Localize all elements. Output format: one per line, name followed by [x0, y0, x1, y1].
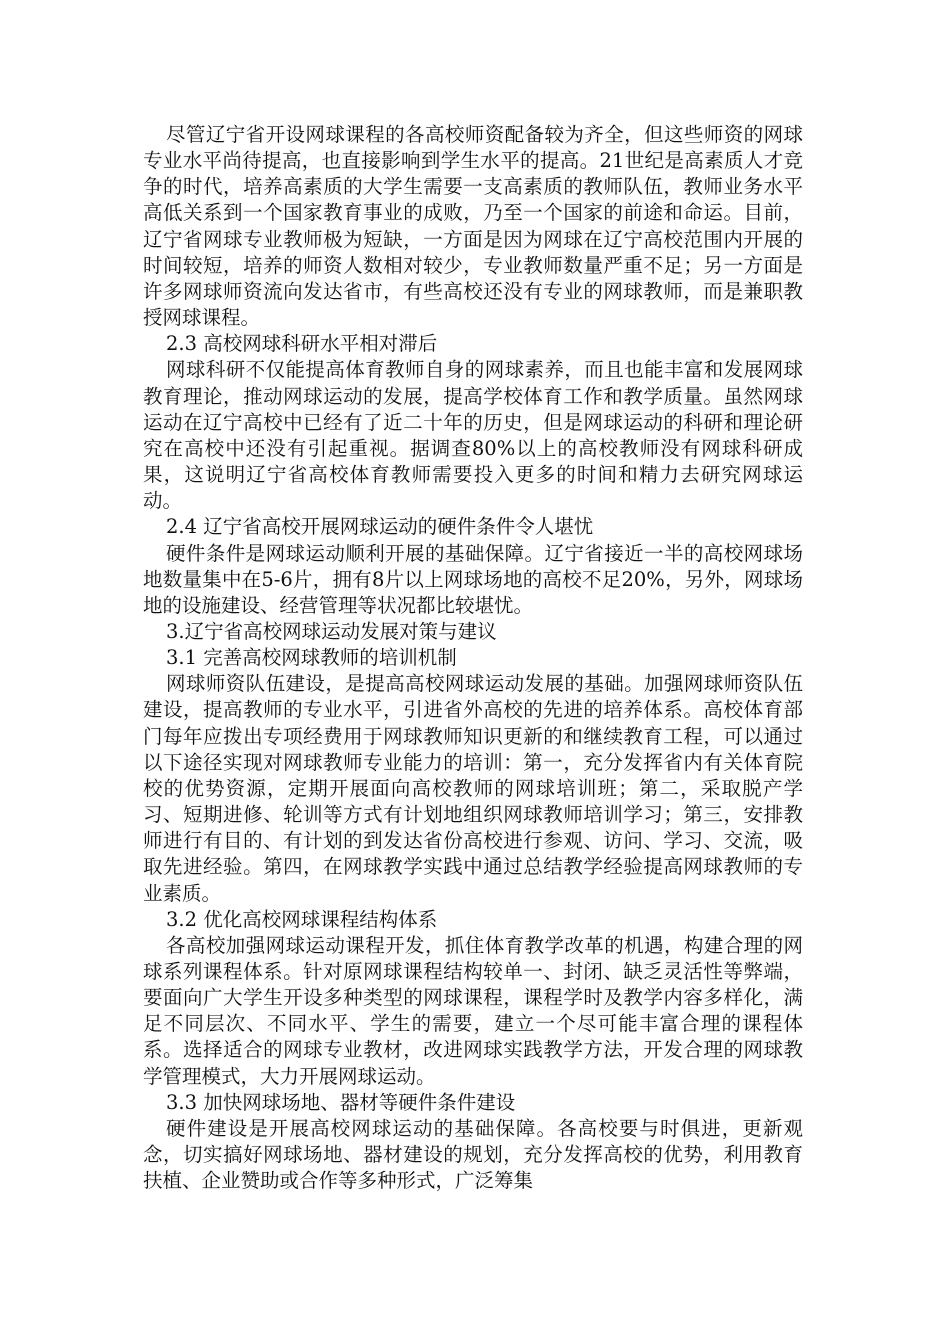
- section-heading: 3.3 加快网球场地、器材等硬件条件建设: [166, 1090, 516, 1114]
- section-heading: 2.3 高校网球科研水平相对滞后: [166, 332, 438, 356]
- section-heading: 2.4 辽宁省高校开展网球运动的硬件条件令人堪忧: [166, 515, 594, 539]
- body-paragraph: 硬件条件是网球运动顺利开展的基础保障。辽宁省接近一半的高校网球场地数量集中在5-6片，拥有8片以上网球场地的高校不足20%，另外，网球场地的设施建设、经营管理等状况都比较堪忧。: [143, 541, 803, 617]
- body-paragraph: 网球科研不仅能提高体育教师自身的网球素养，而且也能丰富和发展网球教育理论，推动网球运动的发展，提高学校体育工作和教学质量。虽然网球运动在辽宁高校中已经有了近二十年的历史，但是网球运动的科研和理论研究在高校中还没有引起重视。据调查80%以上的高校教师没有网球科研成果，这说明辽宁省高校体育教师需要投入更多的时间和精力去研究网球运动。: [143, 358, 803, 513]
- document-page: [143, 122, 803, 1194]
- section-heading: 3.1 完善高校网球教师的培训机制: [166, 646, 457, 670]
- body-paragraph: 各高校加强网球运动课程开发，抓住体育教学改革的机遇，构建合理的网球系列课程体系。针对原网球课程结构较单一、封闭、缺乏灵活性等弊端，要面向广大学生开设多种类型的网球课程，课程学时及教学内容多样化，满足不同层次、不同水平、学生的需要，建立一个尽可能丰富合理的课程体系。选择适合的网球专业教材，改进网球实践教学方法，开发合理的网球教学管理模式，大力开展网球运动。: [143, 933, 803, 1088]
- section-heading: 3.2 优化高校网球课程结构体系: [166, 907, 438, 931]
- section-heading: 3.辽宁省高校网球运动发展对策与建议: [166, 619, 497, 643]
- body-paragraph: 网球师资队伍建设，是提高高校网球运动发展的基础。加强网球师资队伍建设，提高教师的专业水平，引进省外高校的先进的培养体系。高校体育部门每年应拨出专项经费用于网球教师知识更新的和继续教育工程，可以通过以下途径实现对网球教师专业能力的培训：第一，充分发挥省内有关体育院校的优势资源，定期开展面向高校教师的网球培训班；第二，采取脱产学习、短期进修、轮训等方式有计划地组织网球教师培训学习；第三，安排教师进行有目的、有计划的到发达省份高校进行参观、访问、学习、交流，吸取先进经验。第四，在网球教学实践中通过总结教学经验提高网球教师的专业素质。: [143, 672, 803, 905]
- body-paragraph: 硬件建设是开展高校网球运动的基础保障。各高校要与时俱进，更新观念，切实搞好网球场地、器材建设的规划，充分发挥高校的优势，利用教育扶植、企业赞助或合作等多种形式，广泛筹集: [143, 1116, 803, 1193]
- body-paragraph: 尽管辽宁省开设网球课程的各高校师资配备较为齐全，但这些师资的网球专业水平尚待提高，也直接影响到学生水平的提高。21世纪是高素质人才竞争的时代，培养高素质的大学生需要一支高素质的教师队伍，教师业务水平高低关系到一个国家教育事业的成败，乃至一个国家的前途和命运。目前，辽宁省网球专业教师极为短缺，一方面是因为网球在辽宁高校范围内开展的时间较短，培养的师资人数相对较少，专业教师数量严重不足；另一方面是许多网球师资流向发达省市，有些高校还没有专业的网球教师，而是兼职教授网球课程。: [143, 123, 803, 330]
